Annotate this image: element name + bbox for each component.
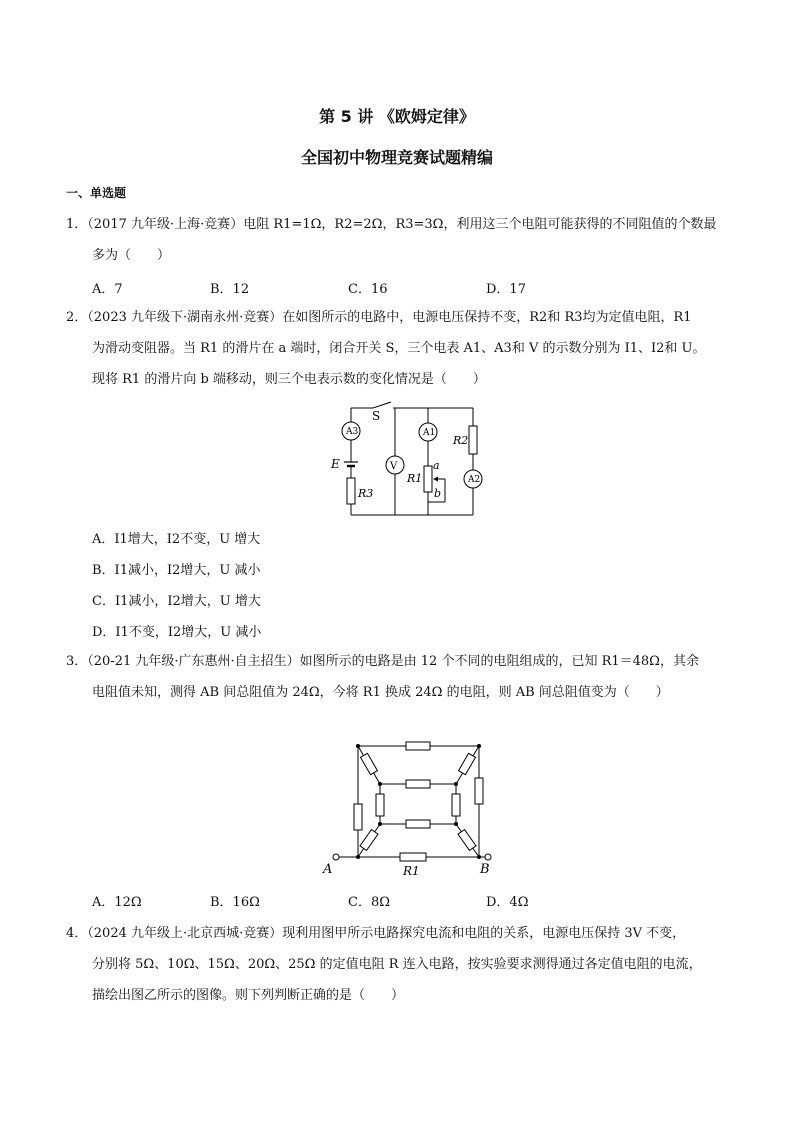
- resistor-top: [406, 742, 430, 750]
- label-s: S: [372, 409, 381, 423]
- label-a: A: [323, 862, 333, 877]
- q1-option-a: A．7: [92, 282, 123, 297]
- label-a3: A3: [346, 427, 359, 437]
- q1-option-b: B．12: [210, 282, 250, 297]
- q1-option-c: C．16: [348, 282, 388, 297]
- q2-circuit-diagram: [325, 398, 490, 520]
- resistor-inner-left: [376, 794, 384, 816]
- q1-line2: 多为（ ）: [92, 248, 171, 263]
- q2-option-a: A．I1增大，I2不变，U 增大: [92, 532, 261, 547]
- label-b: B: [480, 862, 490, 877]
- q2-option-d: D．I1不变，I2增大，U 减小: [92, 625, 262, 640]
- lecture-title: 第 5 讲 《欧姆定律》: [319, 107, 475, 126]
- q1-line1: 1．（2017 九年级·上海·竞赛）电阻 R1=1Ω，R2=2Ω，R3=3Ω，利用这三个电阻可能获得的不同阻值的个数最: [66, 217, 717, 232]
- q3-option-a: A．12Ω: [92, 895, 142, 910]
- q3-option-c: C．8Ω: [348, 895, 390, 910]
- resistor-diag-tr: [459, 753, 476, 774]
- resistor-r2: [469, 426, 477, 454]
- q1-option-d: D．17: [486, 282, 526, 297]
- label-e: E: [331, 457, 340, 471]
- q3-line2: 电阻值未知，测得 AB 间总阻值为 24Ω，今将 R1 换成 24Ω 的电阻，则 AB 间总阻值变为（ ）: [92, 685, 669, 700]
- q2-option-c: C．I1减小，I2增大，U 增大: [92, 594, 261, 609]
- q2-option-b: B．I1减小，I2增大，U 减小: [92, 563, 261, 578]
- q2-line2: 为滑动变阻器。当 R1 的滑片在 a 端时，闭合开关 S，三个电表 A1、A3和 V 的示数分别为 I1、I2和 U。: [92, 341, 706, 356]
- resistor-r3: [347, 478, 355, 504]
- q2-line3: 现将 R1 的滑片向 b 端移动，则三个电表示数的变化情况是（ ）: [92, 372, 486, 387]
- resistor-outer-left: [354, 804, 362, 830]
- q4-line1: 4．（2024 九年级上·北京西城·竞赛）现利用图甲所示电路探究电流和电阻的关系，电源电压保持 3V 不变，: [66, 926, 686, 941]
- q3-option-b: B．16Ω: [210, 895, 260, 910]
- resistor-r1: [424, 466, 432, 492]
- resistor-r1: [400, 853, 426, 861]
- label-a: a: [433, 459, 440, 472]
- resistor-diag-bl: [360, 830, 378, 851]
- terminal-a: [333, 854, 339, 860]
- q4-line3: 描绘出图乙所示的图像。则下列判断正确的是（ ）: [92, 988, 405, 1003]
- resistor-inner-top: [406, 780, 430, 788]
- resistor-outer-right: [475, 778, 483, 804]
- q3-line1: 3．（20-21 九年级·广东惠州·自主招生）如图所示的电路是由 12 个不同的电阻组成的，已知 R1＝48Ω，其余: [66, 654, 699, 669]
- label-b: b: [434, 487, 442, 500]
- q1-r2: R2=2Ω: [334, 217, 383, 232]
- label-a1: A1: [423, 428, 436, 438]
- label-a2: A2: [468, 475, 481, 485]
- label-r2: R2: [453, 434, 469, 447]
- q1-r1: R1=1Ω: [273, 217, 322, 232]
- q4-line2: 分别将 5Ω、10Ω、15Ω、20Ω、25Ω 的定值电阻 R 连入电路，按实验要求测得通过各定值电阻的电流，: [92, 957, 702, 972]
- resistor-inner-bottom: [406, 820, 430, 828]
- q3-option-d: D．4Ω: [486, 895, 529, 910]
- resistor-diag-tl: [361, 753, 378, 774]
- label-r1: R1: [403, 864, 420, 878]
- resistor-diag-br: [458, 830, 476, 851]
- resistor-inner-right: [452, 794, 460, 816]
- terminal-b: [485, 854, 491, 860]
- label-r3: R3: [358, 487, 374, 500]
- slider-arrow: [433, 477, 438, 482]
- q2-line1: 2．（2023 九年级下·湖南永州·竞赛）在如图所示的电路中，电源电压保持不变，R2和 R3均为定值电阻，R1: [66, 310, 692, 325]
- q1-r3: R3=3Ω: [395, 217, 444, 232]
- q3-resistor-cube-diagram: [320, 738, 500, 880]
- section-heading: 一、单选题: [66, 186, 127, 200]
- collection-title: 全国初中物理竞赛试题精编: [300, 148, 493, 167]
- label-v: V: [390, 461, 398, 472]
- label-r1: R1: [407, 472, 423, 485]
